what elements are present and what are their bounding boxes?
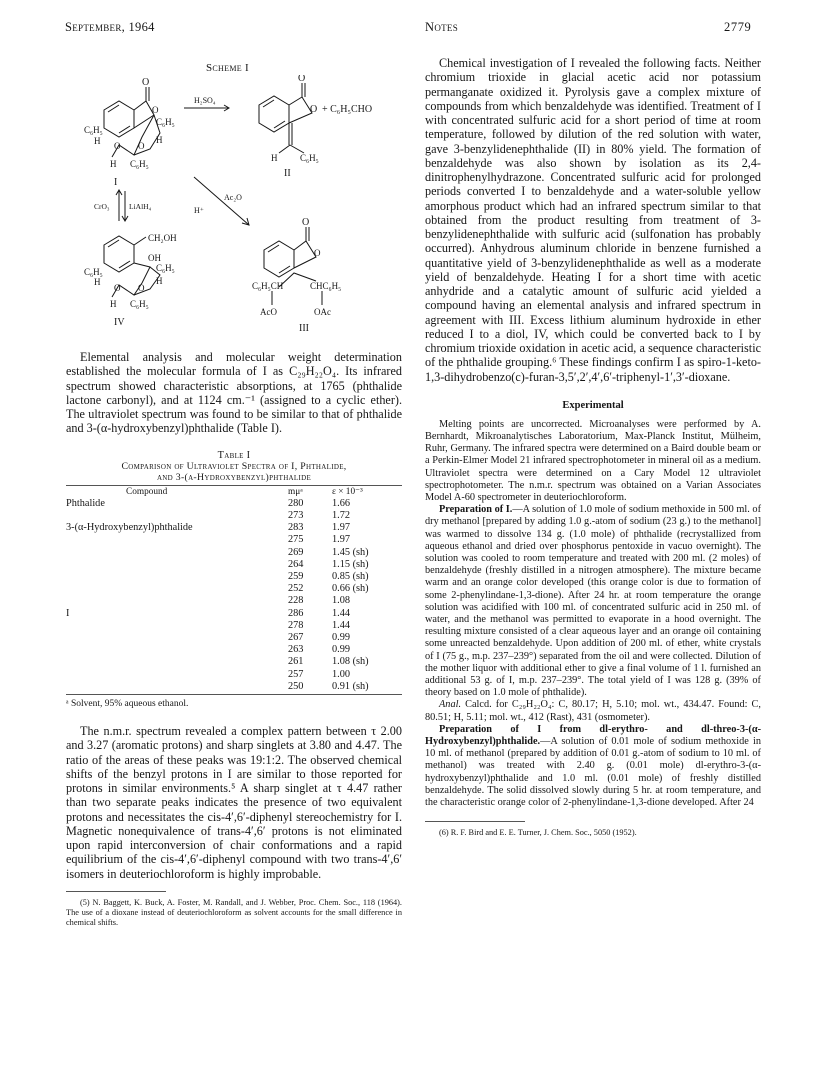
table-cell-wavelength: 278 [288, 619, 304, 631]
analysis-paragraph [425, 699, 761, 723]
table-cell-epsilon: 1.97 [332, 522, 351, 534]
table-cell-epsilon: 1.97 [332, 534, 351, 546]
table-cell-compound [66, 620, 288, 632]
table-cell-epsilon: 0.85 (sh) [332, 570, 369, 582]
table-cell-epsilon: 1.00 [332, 668, 351, 680]
h-label-7: H [110, 299, 117, 309]
experimental-paragraph-1: Melting points are uncorrected. Microanalyses were performed by A. Bernhardt, Mikroanalytisches Laboratorium, Max-Planck Institut, Mülheim, Ruhr, Germany. The infrared spectra were determined on a Baird double beam or a Perkin-Elmer Model 21 infrared spectrophotometer in mineral oil as a medium. Ultraviolet spectra were determined on a Cary Model 12 ultraviolet spectrophotometer. The n.m.r. spectrum was obtained on a Varian Associates Model A-60 spectrometer in deuteriochloroform. [425, 418, 761, 503]
table-header-compound: Compound [126, 486, 168, 497]
table-cell-compound [66, 547, 288, 559]
left-paragraph-1: Elemental analysis and molecular weight determination established the molecular formula of I as C₂₉H₂₂O₄. Its infrared spectrum showed characteristic absorptions, at 1765 (phthalide lactone carbonyl), and at 1124 cm.⁻¹ (assigned to a cyclic ether). The ultraviolet spectrum was found to be similar to that of phthalide and 3-(α-hydroxybenzyl)phthalide (Table I). [66, 350, 402, 436]
table-cell-epsilon: 0.66 (sh) [332, 583, 369, 595]
reagent-lialh4: LiAlH₄ [129, 202, 152, 211]
table-caption-1: Comparison of Ultraviolet Spectra of I, Phthalide, [121, 460, 347, 472]
table-cell-compound [66, 644, 288, 656]
atom-o-10: O [314, 248, 321, 258]
page-number: 2779 [724, 20, 752, 34]
ph-label-6: C₆H₅ [84, 267, 103, 277]
compound-II-label: II [284, 168, 291, 179]
table-row [66, 583, 402, 595]
table-cell-epsilon: 1.72 [332, 509, 351, 521]
compound-IV-label: IV [114, 317, 125, 328]
table-cell-wavelength: 252 [288, 583, 304, 595]
running-header-left: September, 1964 [65, 20, 155, 34]
table-row [66, 571, 402, 583]
compound-III-structure [264, 227, 322, 305]
uv-spectra-table [66, 486, 402, 693]
benzaldehyde-product: + C₆H₅CHO [322, 104, 373, 115]
h-label-3: H [110, 159, 117, 169]
reagent-h-plus: H⁺ [194, 206, 204, 215]
h-label-6: H [156, 276, 163, 286]
table-cell-epsilon: 1.45 (sh) [332, 546, 369, 558]
ph-label-2: C₆H₅ [84, 125, 103, 135]
table-cell-epsilon: 0.99 [332, 631, 351, 643]
table-cell-epsilon: 0.99 [332, 644, 351, 656]
right-column [425, 56, 761, 838]
h-label-5: H [94, 277, 101, 287]
preparation-1-text: —A solution of 1.0 mole of sodium methoxide in 500 ml. of dry methanol [prepared by adding 1.0 g.-atom of sodium (23 g.) to the methanol] was warmed to dissolve 134 g. (1.0 mole) of phthalide (recrystallized from aqueous ethanol and dried over phosphorus pentoxide in vacuo overnight). The solution was cooled to room temperature and treated with 200 ml. (2 moles) of benzaldehyde (freshly distilled in a nitrogen atmosphere). The mixture became warm and an orange color developed (this orange color is due to formation of some 2-phenylindane-1,3-dione). After 24 hr. at room temperature the orange solution was acidified with 100 ml. of concentrated sulfuric acid in 250 ml. of water, and the methanol was permitted to evaporate in a hood overnight. The resulting mixture consisted of a clear aqueous layer and an orange oil containing some unreacted benzaldehyde. Upon addition of 200 ml. of ether, white crystals of I (75 g., m.p. 237–239°) separated from the oil and were collected. Dilution of the mother liquor with additional ether to give a final volume of 1 l. furnished an additional 53 g. of I, m.p. 237–239°. The total yield of I was 128 g. (39% of theory based on 1.0 mole of phthalide). [425, 504, 762, 699]
scheme-title: Scheme I [206, 62, 249, 74]
compound-II-structure [259, 83, 312, 153]
table-cell-wavelength: 283 [288, 522, 304, 534]
table-cell-wavelength: 259 [288, 570, 304, 582]
table-cell-compound [66, 632, 288, 644]
compound-IV-structure [104, 236, 160, 297]
table-cell-wavelength: 273 [288, 509, 304, 521]
table-row [66, 559, 402, 571]
table-header-wavelength: mμᵃ [288, 486, 303, 497]
table-cell-compound [66, 669, 288, 681]
table-cell-compound [66, 583, 288, 595]
h-label-4: H [271, 153, 278, 163]
table-cell-epsilon: 1.44 [332, 607, 351, 619]
table-row [66, 522, 402, 534]
ph-label-1: C₆H₅ [156, 117, 175, 127]
reagent-ac2o: Ac₂O [224, 193, 242, 202]
atom-o-8: O [138, 283, 145, 293]
table-cell-epsilon: 1.08 (sh) [332, 656, 369, 668]
table-cell-epsilon: 1.15 (sh) [332, 558, 369, 570]
compound-I-structure [104, 87, 160, 157]
ch2oh-group: CH₂OH [148, 233, 177, 243]
preparation-1-paragraph [425, 504, 761, 699]
table-row [66, 547, 402, 559]
compound-III-label: III [299, 323, 309, 334]
atom-o-4: O [138, 141, 145, 151]
left-paragraph-2: The n.m.r. spectrum revealed a complex pattern between τ 2.00 and 3.27 (aromatic protons) and sharp singlets at 3.80 and 4.47. The ratio of the areas of these peaks was 19:1:2. The observed chemical shifts of the benzyl protons in I are similar to those reported for protons in similar environments.⁵ A sharp singlet at τ 4.47 rather than two separate peaks indicates the presence of two equivalent protons and necessitates the cis-4′,6′-diphenyl stereochemistry for I. Magnetic nonequivalence of trans-4′,6′ protons is not eliminated upon rapid interconversion of chair conformations and a rapid equilibrium of the cis-4′,6′-diphenyl compound with two trans-4′,6′ isomers in deuteriochloroform is highly improbable. [66, 724, 402, 881]
ph-label-4: C₆H₅ [300, 153, 319, 163]
h-label-1: H [94, 136, 101, 146]
table-cell-compound [66, 510, 288, 522]
left-column [66, 350, 402, 928]
c6h5ch-group: C₆H₅CH [252, 281, 284, 291]
table-cell-compound: I [66, 607, 70, 619]
footnote-6: (6) R. F. Bird and E. E. Turner, J. Chem. Soc., 5050 (1952). [439, 828, 637, 838]
chc6h5-group: CHC₆H₅ [310, 281, 342, 291]
table-row [66, 534, 402, 546]
reagent-cro3: CrO₃ [94, 202, 110, 211]
table-cell-compound [66, 681, 288, 693]
table-cell-compound [66, 559, 288, 571]
reagent-h2so4: H₂SO₄ [194, 96, 216, 105]
footnote-5: (5) N. Baggett, K. Buck, A. Foster, M. Randall, and J. Webber, Proc. Chem. Soc., 118 (1964). The use of a dioxane instead of deuteriochloroform as solvent accounts for the small difference in chemical shifts. [66, 897, 402, 927]
table-cell-compound [66, 595, 288, 607]
table-header-epsilon: ε × 10⁻³ [332, 486, 363, 497]
table-row [66, 656, 402, 668]
reaction-scheme [84, 75, 414, 335]
atom-o-9: O [302, 217, 310, 228]
table-cell-compound [66, 571, 288, 583]
right-paragraph-1: Chemical investigation of I revealed the following facts. Neither chromium trioxide in glacial acetic acid nor potassium permanganate oxidized it. Pyrolysis gave a complex mixture of compounds from which benzaldehyde was identified. Treatment of I with concentrated sulfuric acid for a short period of time at room temperature, followed by dilution of the red solution with water, gave 3-benzylidenephthalide (II) in 80% yield. The formation of benzaldehyde was also shown by isolation as its 2,4-dinitrophenylhydrazone. Concentrated sulfuric acid for prolonged periods converted I to benzaldehyde and a water-soluble yellow amorphous product which had an infrared spectrum similar to that obtained from the product resulting from treatment of 3-benzylidenephthalide with sulfuric acid (sulfonation has probably occurred). Anhydrous aluminum chloride in benzene furnished a quantitative yield of 3-benzylidenephthalide as well as a moderate yield of benzaldehyde. Heating I for a short time with acetic anhydride and a catalytic amount of sulfuric acid yielded a compound having an elemental analysis and infrared spectrum in agreement with III. Excess lithium aluminum hydroxide in ether reduced I to a diol, IV, which could be converted back to I by chromium trioxide oxidation in acetic acid, a sequence characteristic of the phthalide grouping.⁶ These findings confirm I as spiro-1-keto-1,3-dihydrobenzo(c)-furan-3,5′,2′,4′,6′-triphenyl-1′,3′-dioxane. [425, 56, 761, 384]
table-row [66, 620, 402, 632]
table-row [66, 608, 402, 620]
table-cell-wavelength: 257 [288, 668, 304, 680]
table-cell-wavelength: 263 [288, 644, 304, 656]
table-cell-epsilon: 0.91 (sh) [332, 680, 369, 692]
preparation-2-paragraph [425, 724, 761, 809]
table-cell-wavelength: 275 [288, 534, 304, 546]
table-row [66, 595, 402, 607]
table-row [66, 498, 402, 510]
atom-o-6: O [310, 104, 318, 115]
preparation-2-text: —A solution of 0.01 mole of sodium methoxide in 10 ml. of methanol (prepared by addition of 0.01 g.-atom of sodium to 10 ml. of methanol) was treated with 2.40 g. (0.01 mole) dl-erythro-3-(α-hydroxybenzyl)phthalide and 1.0 ml. (0.01 mole) of freshly distilled benzaldehyde. The solid dissolved slowly during 5 hr. at room temperature, and the characteristic orange color of 2-phenylindane-1,3-dione developed. After 24 [425, 736, 761, 809]
compound-I-label: I [114, 177, 118, 188]
preparation-2-heading: Preparation of I from dl-erythro- and dl-threo-3-(α-Hydroxybenzyl)phthalide. [425, 723, 761, 748]
ph-label-7: C₆H₅ [130, 299, 149, 309]
atom-o-3: O [114, 141, 121, 151]
atom-o-7: O [114, 283, 121, 293]
table-cell-epsilon: 1.44 [332, 619, 351, 631]
ph-label-5: C₆H₅ [156, 263, 175, 273]
table-header-row [66, 486, 402, 498]
table-cell-wavelength: 228 [288, 595, 304, 607]
atom-o-2: O [152, 105, 159, 115]
table-cell-wavelength: 280 [288, 497, 304, 509]
table-cell-compound [66, 534, 288, 546]
atom-o-1: O [142, 77, 150, 88]
running-header-center: Notes [425, 20, 459, 34]
table-cell-wavelength: 264 [288, 558, 304, 570]
table-cell-compound: 3-(α-Hydroxybenzyl)phthalide [66, 522, 193, 534]
aco-group: AcO [260, 307, 277, 317]
analysis-text: Calcd. for C₂₉H₂₂O₄: C, 80.17; H, 5.10; mol. wt., 434.47. Found: C, 80.51; H, 5.11; mol. wt., 412 (Rast), 431 (osmometer). [425, 699, 761, 723]
table-row [66, 632, 402, 644]
table-cell-compound [66, 656, 288, 668]
table-cell-wavelength: 261 [288, 656, 304, 668]
table-cell-epsilon: 1.66 [332, 497, 351, 509]
table-label: Table I [217, 449, 251, 461]
oh-group: OH [148, 253, 161, 263]
table-row [66, 510, 402, 522]
table-cell-wavelength: 267 [288, 631, 304, 643]
experimental-heading: Experimental [562, 399, 624, 411]
table-cell-wavelength: 250 [288, 680, 304, 692]
table-row [66, 681, 402, 693]
table-caption-2: and 3-(α-Hydroxybenzyl)phthalide [156, 472, 312, 483]
table-row [66, 644, 402, 656]
ph-label-3: C₆H₅ [130, 159, 149, 169]
atom-o-5: O [298, 75, 306, 84]
table-cell-compound: Phthalide [66, 497, 105, 509]
analysis-heading: Anal. [439, 699, 462, 711]
table-cell-wavelength: 286 [288, 607, 304, 619]
preparation-1-heading: Preparation of I. [439, 504, 513, 516]
table-cell-wavelength: 269 [288, 546, 304, 558]
table-cell-epsilon: 1.08 [332, 595, 351, 607]
table-row [66, 669, 402, 681]
table-footnote: ᵃ Solvent, 95% aqueous ethanol. [66, 698, 189, 709]
oac-group: OAc [314, 307, 331, 317]
h-label-2: H [156, 135, 163, 145]
